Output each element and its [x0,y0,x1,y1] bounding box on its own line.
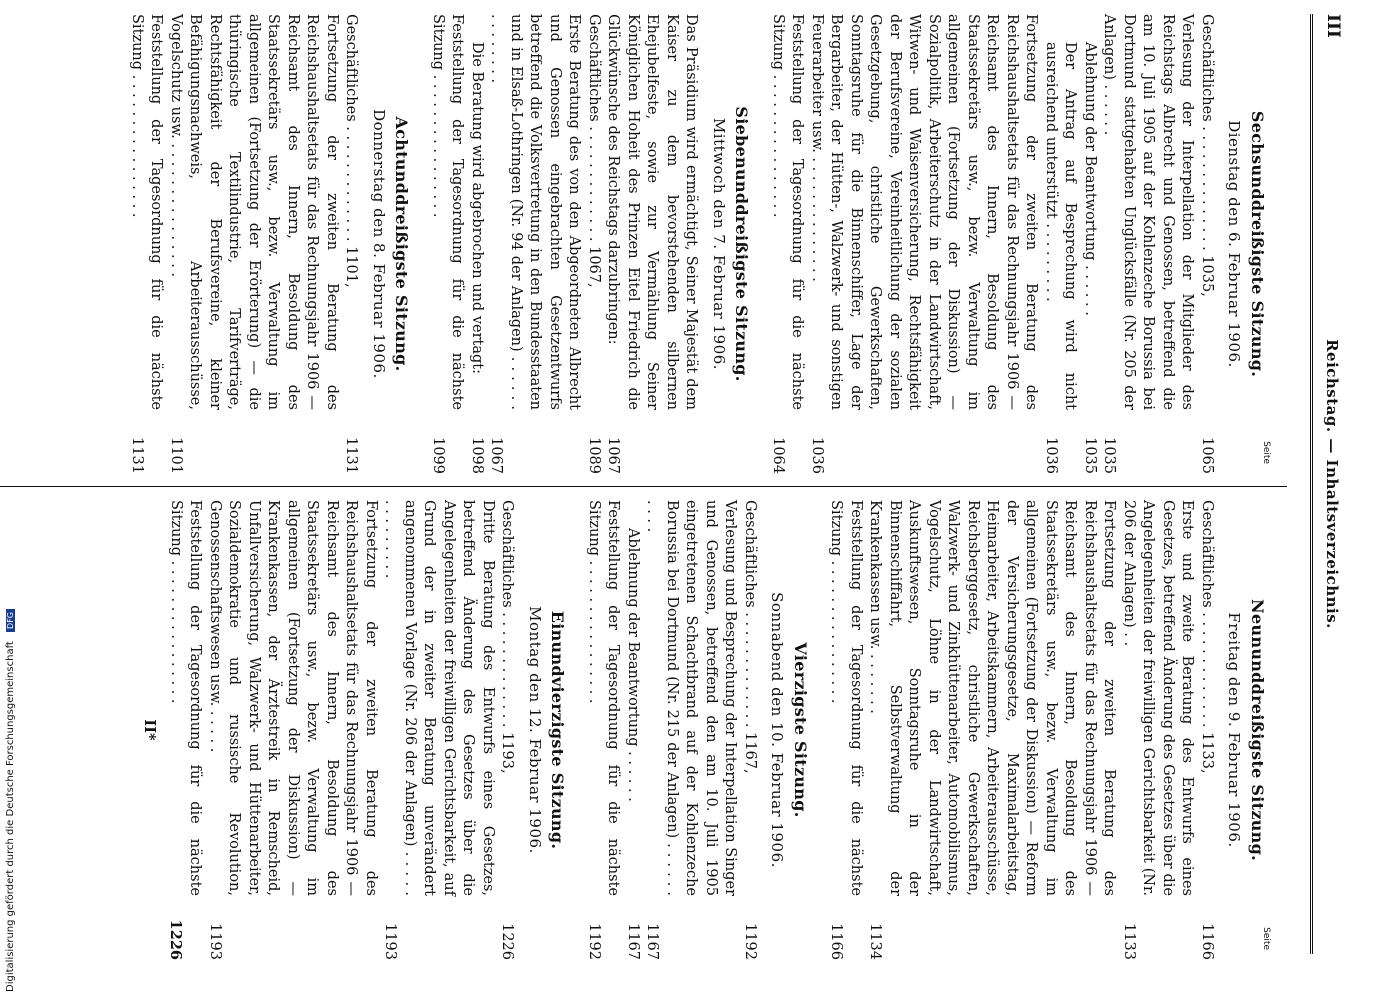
section-date: Mittwoch den 7. Februar 1906. [710,117,728,371]
entry-page: 1226 [167,919,184,960]
entry-text: Ablehnung der Beantwortung . . . . . . [625,528,641,802]
entry-text: Geschäftliches . . . . . . . . . . . . . . 1035, [1199,14,1215,297]
entry-page: 1036 [809,437,825,474]
entry-text: Fortsetzung der zweiten Beratung des Reichshaushaltsetats für das Rechnungsjahr 1906 — Reichsamt des Innern, Besoldung des Staatssekretärs usw., bezw. Verwaltung im allgemeinen (Fortsetzung der Diskussion) — Krankenkassen, der Ärztestreik in Remscheid, Unfallversicherung, Walzwerk- und Hüttenarbeiter, Sozialdemokratie und russische Revolution, Genossenschaftswesen usw. . . . . . [207,500,379,896]
seite-label: Seite [1261,927,1271,950]
entry-page: 1067 [488,437,505,474]
toc-entry [1099,14,1197,474]
entry-text: Geschäftliches . . . . . . . . . . . . . 1193, [499,500,516,774]
entry-page: 1089 [586,437,602,474]
entry-text: Feststellung der Tagesordnung für die nächste Sitzung . . . . . . . . . . . . . . . . [770,14,806,410]
entry-page: 1192 [742,923,758,960]
entry-page: 1167 [644,923,661,960]
entry-text: Erste und zweite Beratung des Entwurfs eines Gesetzes, betreffend Änderung des Gesetzes über die Angelegenheiten der freiwilligen Gerichtsbarkeit (Nr. 206 der Anlagen) . . [1121,500,1196,896]
section-title: Sechsunddreißigste Sitzung. [1248,110,1267,378]
toc-entry [467,14,487,474]
entry-page: 1133 [1121,923,1137,960]
toc-entry [584,500,623,960]
toc-entry [205,500,381,960]
entry-page: 1035 [1082,437,1098,474]
right-column [140,500,1283,960]
toc-entry [865,500,1119,960]
entry-page: 1098 [469,437,485,474]
entry-text: Das Präsidium wird ermächtigt, Seiner Majestät dem Kaiser zu dem bevorstehenden silbernen Ehejubelfeste, sowie zur Vermählung Seiner Königlichen Hoheit des Prinzen Eitel Friedrich die Glückwünsche des Reichstags darzubringen: [605,14,700,410]
toc-entry [1041,14,1080,474]
entry-page: 1067 [605,437,622,474]
entry-text: Der Antrag auf Besprechung wird nicht ausreichend unterstützt . . . . . . . . . [1043,42,1079,410]
section-date: Dienstag den 6. Februar 1906. [1225,120,1244,368]
entry-text: Feststellung der Tagesordnung für die nächste Sitzung . . . . . . . . . . . . . . . . [129,14,165,410]
entry-text: Geschäftliches . . . . . . . . . . . . . 1101, [343,14,360,288]
entry-text: Fortsetzung der zweiten Beratung des Reichshaushaltsetats für das Rechnungsjahr 1906 — Reichsamt des Innern, Besoldung des Staatssekretärs usw., bezw. Verwaltung im allgemeinen (Fortsetzung der Erörterung) — die thüringische Textilindustrie, Tarifverträge, Rechtsfähigkeit der Berufsvereine, kleiner Befähigungsnachweis, Arbeiterausschüsse, Vogelschutz usw. . . . . . . . . . . . . . . . [168,14,340,410]
seite-label: Seite [1261,441,1271,464]
toc-entry [826,500,865,960]
entry-text: Feststellung der Tagesordnung für die nächste Sitzung . . . . . . . . . . . . . . . . [828,500,864,896]
toc-entry [740,500,760,960]
toc-entry [584,14,604,474]
toc-entry [341,14,361,474]
entry-text: Die Beratung wird abgebrochen und vertagt: [469,42,485,374]
toc-entry [497,500,517,960]
page-number: III [1323,14,1343,38]
entry-text: Geschäftliches . . . . . . . . . . . . . 1167, [742,500,758,774]
entry-text: Fortsetzung der zweiten Beratung des Reichshaushaltsetats für das Rechnungsjahr 1906 — Reichsamt des Innern, Besoldung des Staatssekretärs usw., bezw. Verwaltung im allgemeinen (Fortsetzung der Diskussion) — Reform der Versicherungsgesetze, Maximalarbeitstag, Heimarbeiter, Arbeitskammern, Arbeiterausschüsse, Reichsberggesetz, christliche Gewerkschaften, Walzwerk- und Zinkhüttenarbeiter, Automobilismus, Vogelschutz, Löhne in der Landwirtschaft, Auskunftswesen, Sonntagsruhe in der Binnenschiffahrt, Selbstverwaltung der Krankenkassen usw. . . . . . . . [867,500,1118,896]
page-header [1307,14,1347,954]
header-rule [1310,14,1313,954]
entry-page: 1167 [625,923,641,960]
section-title: Einundvierzigste Sitzung. [548,610,568,850]
entry-page: 1192 [586,923,602,960]
entry-page: 1226 [499,923,516,960]
toc-entry [486,14,584,474]
entry-text: Ablehnung der Beantwortung . . . . . . [1082,42,1098,316]
section-title: Vierzigste Sitzung. [791,642,810,818]
side-note-text: Digitalisierung gefördert durch die Deutsche Forschungsgemeinschaft [5,641,16,992]
toc-entry [380,500,497,960]
signature-mark: II* [141,719,159,741]
entry-text: Erste Beratung des von den Abgeordneten Albrecht und Genossen eingebrachten Gesetzentwurfs betreffend die Volksvertretung in den Bundesstaaten und in Elsaß-Lothringen (Nr. 94 der Anlagen) . . . . . . . . . . . . . . [488,14,583,410]
left-column [127,14,1284,474]
section-date: Donnerstag den 8. Februar 1906. [370,109,388,379]
entry-page: 1193 [207,923,223,960]
entry-text: Geschäftliches . . . . . . . . . . . . . 1133, [1199,500,1215,774]
entry-text: Geschäftliches . . . . . . . . . . . . . 1067, [586,14,602,288]
entry-text: Verlesung der Interpellation der Mitglieder des Reichstags Albrecht und Genossen, betreffend die am 10. Juli 1905 auf der Kohlenzeche Borussia bei Dortmund stattgehabten Unglücksfälle (Nr. 205 der Anlagen) . . . . . . [1101,14,1196,410]
running-title: Reichstag. — Inhaltsverzeichnis. [1323,339,1341,629]
entry-page: 1064 [770,437,786,474]
entry-page: 1101 [168,437,184,474]
toc-entry [1197,14,1217,474]
toc-entry [1119,500,1197,960]
entry-text: Dritte Beratung des Entwurfs eines Gesetzes, betreffend Änderung des Gesetzes über die Angelegenheiten der freiwilligen Gerichtsbarkeit, auf Grund der in zweiter Beratung unverändert angenommenen Vorlage (Nr. 206 der Anlagen) . . . . . . . . . . . . . . [382,500,496,896]
entry-text: Feststellung der Tagesordnung für die nächste Sitzung . . . . . . . . . . . . . . . . [430,14,466,410]
entry-page: 1036 [1043,437,1059,474]
entry-page: 1035 [1101,437,1118,474]
toc-entry [1080,14,1100,474]
section-title: Siebenunddreißigste Sitzung. [732,106,752,382]
section-title: Achtunddreißigste Sitzung. [392,116,412,372]
toc-entry [428,14,467,474]
toc-entry [166,500,205,960]
entry-text: Fortsetzung der zweiten Beratung des Reichshaushaltsetats für das Rechnungsjahr 1906 — Reichsamt des Innern, Besoldung des Staatssekretärs usw., bezw. Verwaltung im allgemeinen (Fortsetzung der Diskussion) — Sozialpolitik, Arbeiterschutz in der Landwirtschaft, Witwen- und Waisenversicherung, Rechtsfähigkeit der Berufsvereine, Vereinheitlichung der sozialen Gesetzgebung, christliche Gewerkschaften, Sonntagsruhe für die Binnenschiffer, Lage der Bergarbeiter, der Hütten-, Walzwerk- und sonstigen Feuerarbeiter usw. . . . . . . . . . . . . . . [809,14,1040,410]
toc-entry [642,500,740,960]
entry-page: 1193 [382,923,399,960]
toc-entry [1197,500,1217,960]
side-note [2,2,16,992]
dfg-logo: DFG [6,609,15,632]
section-title: Neununddreißigste Sitzung. [1248,599,1267,861]
entry-page: 1131 [129,437,145,474]
entry-page: 1065 [1199,437,1215,474]
toc-entry [768,14,807,474]
toc-entry [603,14,701,474]
section-date: Sonnabend den 10. Februar 1906. [768,592,787,868]
entry-text: Feststellung der Tagesordnung für die nächste Sitzung . . . . . . . . . . . . . . . . [586,500,622,896]
entry-page: 1166 [1199,923,1215,960]
toc-entry [127,14,166,474]
section-date: Montag den 12. Februar 1906. [526,606,544,854]
section-date: Freitag den 9. Februar 1906. [1225,612,1244,848]
entry-page: 1134 [867,923,884,960]
toc-entry [166,14,342,474]
entry-page: 1099 [430,437,446,474]
column-divider [0,486,1287,487]
toc-entry [807,14,1041,474]
entry-page: 1131 [343,437,360,474]
entry-page: 1166 [828,923,845,960]
toc-entry [623,500,643,960]
entry-text: Feststellung der Tagesordnung für die nächste Sitzung . . . . . . . . . . . . . . . . [168,500,204,896]
entry-text: Verlesung und Besprechung der Interpellation Singer und Genossen, betreffend den am 10. Juli 1905 eingetretenen Schachtbrand auf der Kohlenzeche Borussia bei Dortmund (Nr. 215 der Anlagen) . . . . . . . . . . [644,500,739,896]
